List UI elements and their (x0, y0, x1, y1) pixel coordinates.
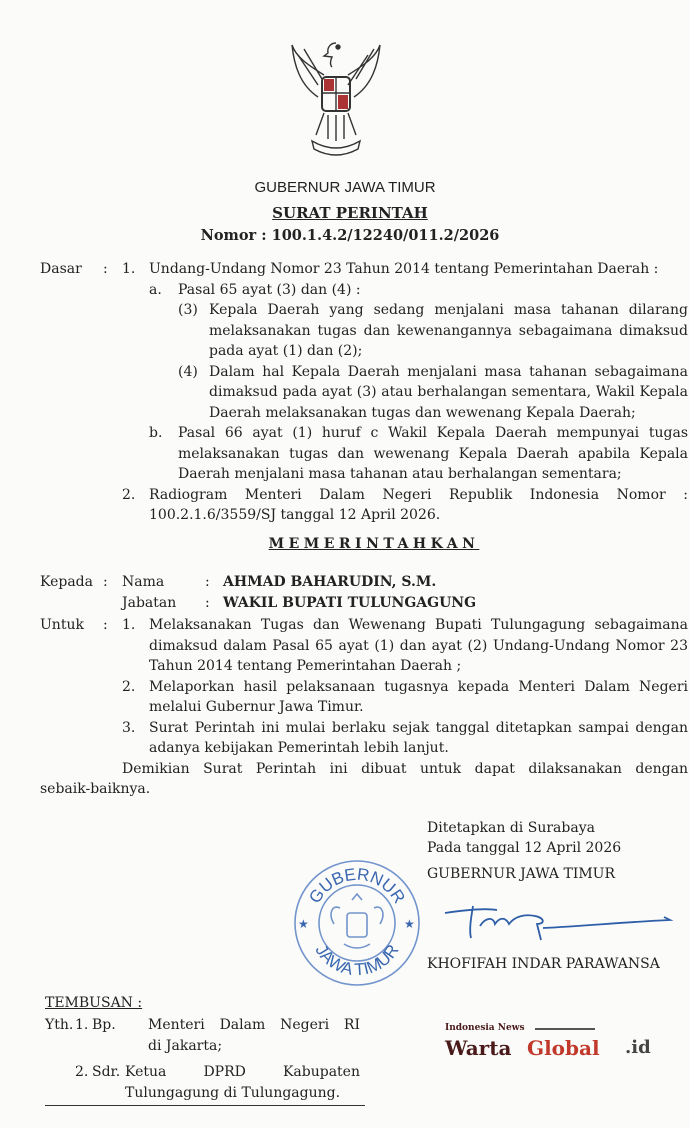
stamp-top-text: GUBERNUR (305, 864, 409, 907)
bottom-rule (45, 1105, 365, 1106)
untuk-item-text: Melaksanakan Tugas dan Wewenang Bupati Tulungagung sebagaimana dimaksud dalam Pasal 65 ayat (1) dan ayat (2) Undang-Undang Nomor 23 Tahun 2014 tentang Pemerintahan Daerah ; (149, 617, 688, 674)
office-heading: GUBERNUR JAWA TIMUR (254, 179, 436, 196)
dasar-item-text: Radiogram Menteri Dalam Negeri Republik Indonesia Nomor : 100.2.1.6/3559/SJ tanggal 12 April 2026. (149, 486, 688, 523)
official-stamp-icon (292, 858, 422, 988)
untuk-item-text: Melaporkan hasil pelaksanaan tugasnya kepada Menteri Dalam Negeri melalui Gubernur Jawa Timur. (149, 678, 688, 715)
watermark-tagline: Indonesia News (445, 1022, 525, 1033)
document-number: Nomor : 100.1.4.2/12240/011.2/2026 (200, 227, 500, 244)
dasar-label: Dasar (40, 261, 82, 277)
watermark-logo (445, 1023, 685, 1063)
recipient-name: AHMAD BAHARUDIN, S.M. (223, 574, 437, 590)
dasar-point-text: Dalam hal Kepala Daerah menjalani masa tahanan sebagaimana dimaksud pada ayat (3) atau berhalangan sementara, Wakil Kepala Daerah melaksanakan tugas dan wewenang Kepala Daerah; (209, 363, 688, 421)
tembusan-location: Tulungagung di Tulungagung. (125, 1084, 341, 1101)
tembusan-recipient: Menteri Dalam Negeri RI (148, 1017, 360, 1033)
kepada-colon: : (103, 574, 108, 590)
watermark-brand: Warta (445, 1035, 512, 1060)
tembusan-prefix: Yth. (45, 1017, 74, 1033)
dasar-colon: : (103, 261, 108, 277)
signing-place: Ditetapkan di Surabaya (427, 819, 595, 836)
tembusan-honorific: Sdr. (92, 1064, 121, 1080)
dasar-point-text: Kepala Daerah yang sedang menjalani masa tahanan dilarang melaksanakan tugas dan kewenangannya sebagaimana dimaksud pada ayat (1) dan (2); (209, 302, 688, 359)
untuk-item-number: 2. (122, 678, 136, 695)
untuk-item-text: Surat Perintah ini mulai berlaku sejak tanggal ditetapkan sampai dengan adanya kebijakan Pemerintah lebih lanjut. (149, 719, 688, 756)
untuk-section (40, 615, 688, 759)
name-colon: : (205, 574, 210, 590)
dasar-sub-letter: b. (149, 425, 163, 441)
garuda-emblem-icon (288, 35, 384, 165)
closing-text-end: sebaik-baiknya. (40, 781, 151, 797)
position-label: Jabatan (122, 594, 177, 611)
svg-text:★: ★ (404, 916, 415, 931)
closing-text: Demikian Surat Perintah ini dibuat untuk dapat dilaksanakan dengan (122, 760, 688, 777)
watermark-rule (535, 1028, 595, 1030)
untuk-item-number: 3. (122, 719, 136, 736)
dasar-item-text: Undang-Undang Nomor 23 Tahun 2014 tentang Pemerintahan Daerah : (149, 261, 659, 277)
signatory-name: KHOFIFAH INDAR PARAWANSA (427, 956, 660, 972)
kepada-label: Kepada (40, 574, 93, 590)
signature-icon (425, 898, 675, 948)
svg-text:★: ★ (298, 916, 309, 931)
recipient-position: WAKIL BUPATI TULUNGAGUNG (223, 594, 477, 611)
order-heading: MEMERINTAHKAN (268, 535, 480, 552)
dasar-sub-letter: a. (149, 281, 162, 298)
dasar-section (40, 259, 688, 526)
untuk-colon: : (103, 617, 108, 633)
signatory-office: GUBERNUR JAWA TIMUR (427, 865, 616, 882)
tembusan-location: di Jakarta; (148, 1037, 223, 1054)
untuk-label: Untuk (40, 617, 84, 633)
stamp-bottom-text: JAWA TIMUR (311, 940, 403, 979)
untuk-item-number: 1. (122, 617, 136, 633)
dasar-point-number: (3) (178, 302, 198, 318)
tembusan-recipient: Ketua DPRD Kabupaten (125, 1064, 360, 1080)
svg-text:JAWA TIMUR (312, 941, 403, 979)
tembusan-number: 1. (75, 1017, 89, 1033)
name-label: Nama (122, 574, 165, 590)
signing-date: Pada tanggal 12 April 2026 (427, 840, 622, 856)
watermark-tld: .id (625, 1036, 651, 1058)
tembusan-section (45, 993, 688, 1107)
watermark-brand-accent: Global (527, 1035, 600, 1060)
document-body (40, 259, 688, 1106)
dasar-item-number: 1. (122, 261, 136, 277)
tembusan-number: 2. (75, 1064, 89, 1080)
dasar-sub-text: Pasal 65 ayat (3) dan (4) : (178, 281, 361, 298)
position-colon: : (205, 594, 210, 611)
kepada-section (40, 572, 688, 613)
dasar-point-number: (4) (178, 363, 198, 380)
dasar-item-number: 2. (122, 486, 136, 503)
dasar-sub-text: Pasal 66 ayat (1) huruf c Wakil Kepala Daerah mempunyai tugas melaksanakan tugas dan wewenang Kepala Daerah apabila Kepala Daerah menjalani masa tahanan atau berhalangan sementara; (178, 425, 688, 482)
tembusan-honorific: Bp. (92, 1017, 116, 1033)
document-title: SURAT PERINTAH (272, 204, 428, 222)
tembusan-title: TEMBUSAN : (45, 994, 143, 1011)
signature-block (298, 818, 688, 979)
